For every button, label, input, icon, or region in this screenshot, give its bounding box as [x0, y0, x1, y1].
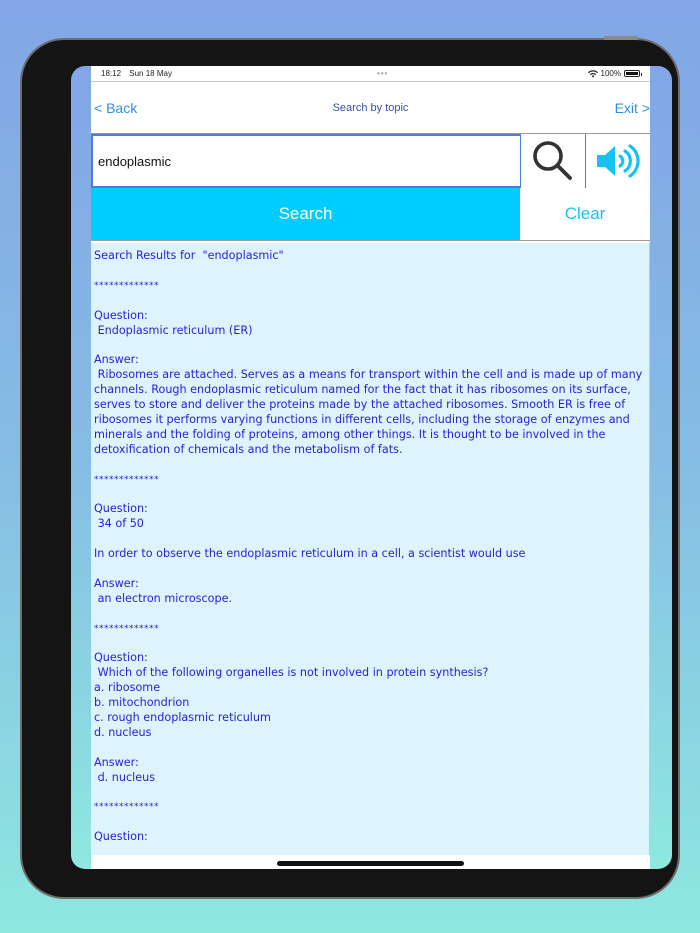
home-indicator[interactable]	[277, 861, 464, 866]
navigation-bar	[91, 82, 650, 134]
question-label: Question:	[94, 830, 148, 844]
wifi-icon	[588, 70, 598, 78]
status-time: 18:12	[101, 69, 122, 78]
search-button[interactable]: Search	[91, 188, 520, 240]
answer-block	[94, 756, 646, 786]
power-button	[604, 36, 638, 40]
separator: *************	[94, 280, 159, 291]
battery-icon	[624, 70, 640, 77]
result-entry	[94, 502, 646, 532]
answer-block	[94, 577, 646, 607]
option-a: a. ribosome	[94, 681, 161, 695]
answer-text: an electron microscope.	[94, 591, 233, 605]
separator: *************	[94, 623, 159, 634]
search-input[interactable]	[91, 134, 521, 188]
search-row	[91, 134, 650, 188]
clear-button[interactable]: Clear	[520, 188, 650, 240]
status-bar	[91, 66, 650, 82]
status-time-date	[101, 69, 178, 78]
device-screen	[71, 66, 672, 869]
answer-label: Answer:	[94, 755, 139, 769]
search-icon-button[interactable]	[521, 134, 585, 188]
option-d: d. nucleus	[94, 725, 152, 739]
answer-text: Ribosomes are attached. Serves as a means for transport within the cell and is made up of many channels. Rough endoplasmic reticulum named for the fact that it has ribosomes on its surface, serves to store and deliver the proteins made by the attached ribosomes. Smooth ER is free of ribosomes it performs varying functions in different cells, including the storage of enzymes and minerals and the folding of proteins, among other things. It is thought to be involved in the detoxification of chemicals and the metabolism of fats.	[94, 368, 646, 456]
result-entry	[94, 651, 646, 740]
multitasking-dots[interactable]: •••	[377, 69, 389, 78]
question-text: Which of the following organelles is not involved in protein synthesis?	[94, 666, 489, 680]
results-header: Search Results for "endoplasmic"	[94, 249, 284, 262]
answer-text: d. nucleus	[94, 770, 156, 784]
speak-button[interactable]	[585, 134, 650, 188]
back-button[interactable]: < Back	[94, 99, 138, 116]
page-title: Search by topic	[332, 101, 409, 114]
search-results-panel[interactable]	[91, 243, 650, 855]
question-text: Endoplasmic reticulum (ER)	[94, 323, 253, 337]
result-entry	[94, 830, 646, 845]
status-indicators	[588, 69, 640, 78]
action-buttons-row	[91, 188, 650, 241]
question-text: 34 of 50	[94, 517, 144, 531]
result-entry	[94, 309, 646, 339]
question-label: Question:	[94, 502, 148, 516]
status-date: Sun 18 May	[129, 69, 172, 78]
answer-label: Answer:	[94, 576, 139, 590]
app-window	[91, 66, 650, 869]
question-label: Question:	[94, 651, 148, 665]
home-indicator-area	[91, 855, 650, 869]
question-label: Question:	[94, 308, 148, 322]
answer-block	[94, 353, 646, 457]
separator: *************	[94, 474, 159, 485]
question-prompt: In order to observe the endoplasmic reticulum in a cell, a scientist would use	[94, 547, 526, 561]
separator: *************	[94, 802, 159, 813]
option-b: b. mitochondrion	[94, 696, 190, 710]
exit-button[interactable]: Exit >	[614, 99, 650, 116]
option-c: c. rough endoplasmic reticulum	[94, 710, 271, 724]
speaker-icon	[594, 141, 642, 181]
answer-label: Answer:	[94, 353, 139, 367]
magnifier-icon	[530, 138, 576, 184]
battery-percent: 100%	[600, 69, 621, 78]
